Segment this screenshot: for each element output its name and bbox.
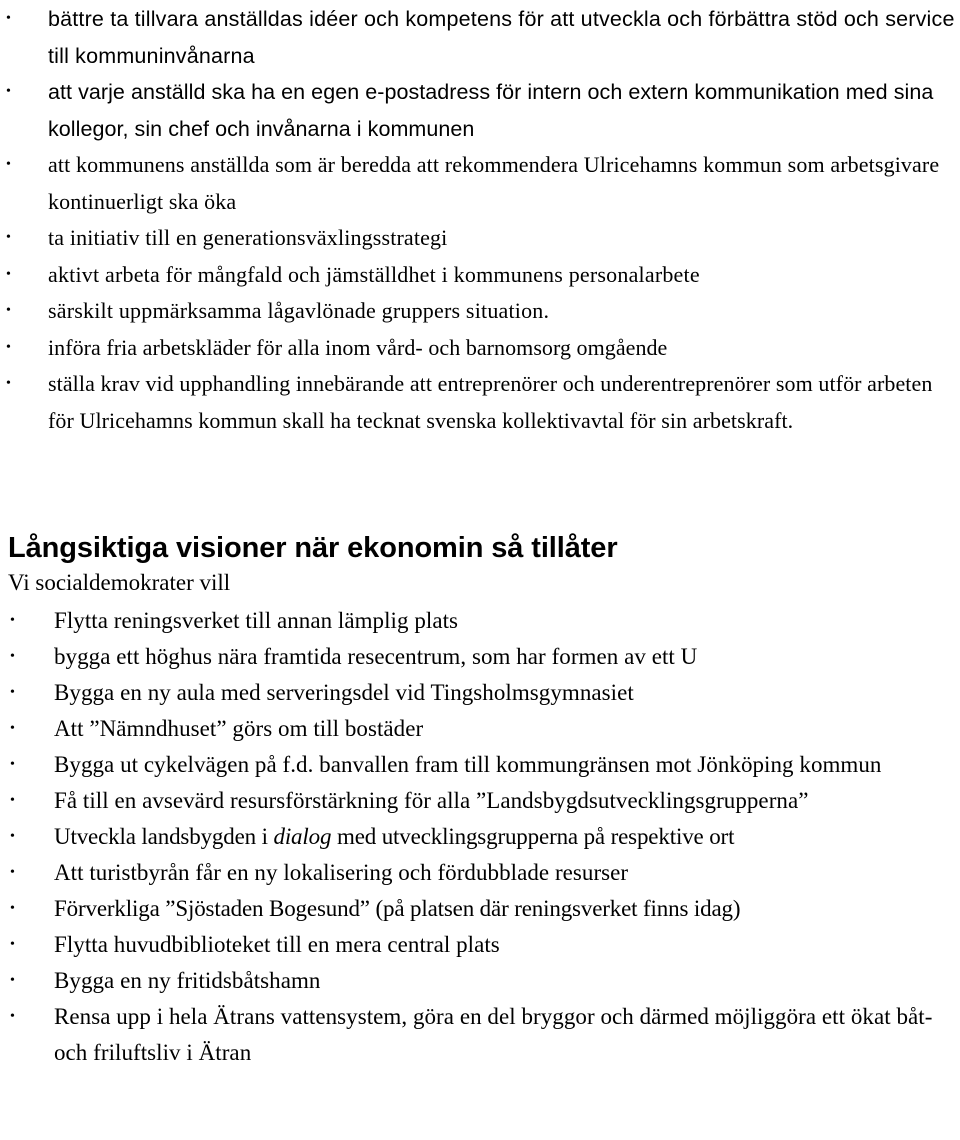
list-item-text: Flytta huvudbiblioteket till en mera central plats bbox=[54, 932, 500, 957]
list-item-text: särskilt uppmärksamma lågavlönade gruppers situation. bbox=[48, 298, 550, 323]
list-item-text-part: Utveckla landsbygden i bbox=[54, 824, 274, 849]
bullet-icon: • bbox=[10, 685, 15, 700]
list-item bbox=[0, 366, 960, 439]
bullet-icon: • bbox=[10, 793, 15, 808]
bullet-icon: • bbox=[6, 230, 11, 245]
list-item bbox=[0, 639, 960, 675]
list-item-text bbox=[54, 819, 960, 855]
list-item-text: att varje anställd ska ha en egen e-postadress för intern och extern kommunikation med sina kollegor, sin chef och invånarna i kommunen bbox=[48, 80, 934, 141]
bullet-icon: • bbox=[10, 901, 15, 916]
bullet-icon: • bbox=[10, 649, 15, 664]
list-item bbox=[0, 963, 960, 999]
list-item bbox=[0, 819, 960, 855]
list-item-text: ta initiativ till en generationsväxlingsstrategi bbox=[48, 225, 448, 250]
bullet-icon: • bbox=[10, 757, 15, 772]
list-item-text: att kommunens anställda som är beredda att rekommendera Ulricehamns kommun som arbetsgivare kontinuerligt ska öka bbox=[48, 152, 940, 214]
list-item bbox=[0, 220, 960, 257]
list-item-text: Flytta reningsverket till annan lämplig plats bbox=[54, 608, 459, 633]
bullet-icon: • bbox=[10, 829, 15, 844]
bullet-icon: • bbox=[6, 157, 11, 172]
list-item-text-part: med utvecklingsgrupperna på respektive ort bbox=[331, 824, 735, 849]
list-item bbox=[0, 675, 960, 711]
list-item bbox=[0, 1, 960, 74]
list-item-text: Att ”Nämndhuset” görs om till bostäder bbox=[54, 716, 424, 741]
bullet-icon: • bbox=[6, 266, 11, 282]
list-item-text: Bygga en ny aula med serveringsdel vid Tingsholmsgymnasiet bbox=[54, 680, 634, 705]
bullet-icon: • bbox=[6, 303, 11, 318]
list-item-text: Bygga ut cykelvägen på f.d. banvallen fram till kommungränsen mot Jönköping kommun bbox=[54, 752, 882, 777]
bullet-icon: • bbox=[10, 865, 15, 880]
list-item bbox=[0, 293, 960, 330]
top-bullet-list bbox=[0, 1, 960, 439]
list-item bbox=[0, 891, 960, 927]
list-item bbox=[0, 927, 960, 963]
bullet-icon: • bbox=[10, 1009, 15, 1024]
bullet-icon: • bbox=[6, 84, 11, 99]
list-item bbox=[0, 711, 960, 747]
list-item bbox=[0, 603, 960, 639]
list-item-text: Förverkliga ”Sjöstaden Bogesund” (på platsen där reningsverket finns idag) bbox=[54, 896, 741, 921]
list-item bbox=[0, 147, 960, 220]
list-item-text: Att turistbyrån får en ny lokalisering och fördubblade resurser bbox=[54, 860, 629, 885]
list-item-text: Få till en avsevärd resursförstärkning för alla ”Landsbygdsutvecklingsgrupperna” bbox=[54, 788, 809, 813]
bullet-icon: • bbox=[6, 376, 11, 391]
list-item bbox=[0, 855, 960, 891]
list-item bbox=[0, 783, 960, 819]
list-item bbox=[0, 74, 960, 147]
list-item-text: Bygga en ny fritidsbåtshamn bbox=[54, 968, 321, 993]
bullet-icon: • bbox=[10, 973, 15, 988]
section-intro: Vi socialdemokrater vill bbox=[8, 570, 231, 595]
bullet-icon: • bbox=[10, 721, 15, 736]
list-item bbox=[0, 330, 960, 367]
emphasized-word: dialog bbox=[273, 824, 332, 849]
list-item-text: bättre ta tillvara anställdas idéer och kompetens för att utveckla och förbättra stöd och service till kommuninvånarna bbox=[48, 7, 955, 68]
list-item-text: aktivt arbeta för mångfald och jämställdhet i kommunens personalarbete bbox=[48, 261, 700, 287]
bullet-icon: • bbox=[6, 11, 11, 26]
bottom-bullet-list bbox=[0, 603, 960, 1071]
list-item-text: ställa krav vid upphandling innebärande att entreprenörer och underentreprenörer som utför arbeten för Ulricehamns kommun skall ha tecknat svenska kollektivavtal för sin arbetskraft. bbox=[48, 371, 933, 433]
list-item bbox=[0, 257, 960, 294]
list-item-text: bygga ett höghus nära framtida resecentrum, som har formen av ett U bbox=[54, 644, 698, 669]
list-item-text: Rensa upp i hela Ätrans vattensystem, göra en del bryggor och därmed möjliggöra ett ökat båt- och friluftsliv i Ätran bbox=[54, 1004, 933, 1065]
list-item bbox=[0, 747, 960, 783]
section-heading: Långsiktiga visioner när ekonomin så tillåter bbox=[8, 532, 618, 564]
list-item-text: införa fria arbetskläder för alla inom vård- och barnomsorg omgående bbox=[48, 334, 668, 360]
bullet-icon: • bbox=[10, 613, 15, 628]
bullet-icon: • bbox=[10, 937, 15, 952]
bullet-icon: • bbox=[6, 339, 11, 355]
list-item bbox=[0, 999, 960, 1071]
